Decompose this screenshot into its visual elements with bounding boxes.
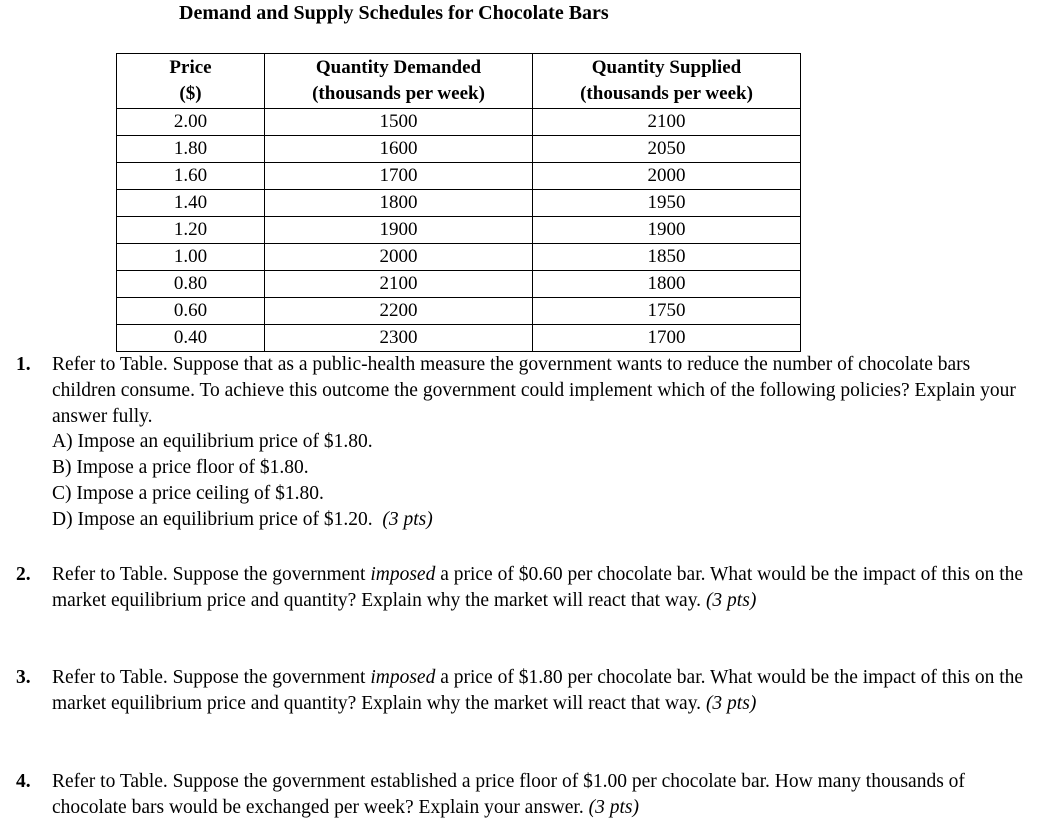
header-price [117,54,265,109]
points-label: (3 pts) [705,692,757,714]
question-text: a price of $1.80 per chocolate bar. What would be the impact of this on the market equilibrium price and quantity? Explain why the market will react that way. [52,667,1024,714]
option-c: C) Impose a price ceiling of $1.80. [52,482,324,504]
question-3 [0,665,1030,717]
table-row [117,244,801,271]
emphasis-text: imposed [370,564,436,585]
price-cell: 2.00 [117,109,265,136]
header-line: Price [169,57,212,78]
supply-cell: 2000 [533,163,801,190]
points-label: (3 pts) [588,796,639,818]
option-d [52,507,1030,533]
price-cell: 1.40 [117,190,265,217]
question-1 [0,352,1030,533]
page-title: Demand and Supply Schedules for Chocolate Bars [179,2,609,24]
header-line: (thousands per week) [312,83,485,104]
supply-cell: 2050 [533,136,801,163]
question-text: Refer to Table. Suppose the government [52,667,371,688]
header-line: ($) [179,83,202,104]
points-label: (3 pts) [705,589,757,611]
demand-cell: 2000 [265,244,533,271]
question-number: 1. [16,354,31,375]
demand-cell: 2100 [265,271,533,298]
price-cell: 1.80 [117,136,265,163]
question-text: Refer to Table. Suppose the government [52,564,371,585]
option-b: B) Impose a price floor of $1.80. [52,457,309,479]
question-number: 3. [16,667,31,688]
table-row [117,163,801,190]
question-number: 4. [16,771,31,792]
option-a: A) Impose an equilibrium price of $1.80. [52,431,373,453]
question-2 [0,562,1030,614]
demand-cell: 2300 [265,325,533,352]
price-cell: 0.60 [117,298,265,325]
price-cell: 1.60 [117,163,265,190]
table-header-row [117,54,801,109]
price-cell: 0.80 [117,271,265,298]
question-text: Refer to Table. Suppose the government established a price floor of $1.00 per chocolate bar. How many thousands of chocolate bars would be exchanged per week? Explain your answer. [52,771,965,818]
supply-cell: 1700 [533,325,801,352]
table-row [117,325,801,352]
supply-cell: 2100 [533,109,801,136]
question-text: a price of $0.60 per chocolate bar. What would be the impact of this on the market equilibrium price and quantity? Explain why the market will react that way. [52,564,1024,611]
supply-cell: 1900 [533,217,801,244]
table-row [117,136,801,163]
demand-cell: 1500 [265,109,533,136]
question-number: 2. [16,564,31,585]
question-4 [0,769,1030,821]
demand-cell: 2200 [265,298,533,325]
header-quantity-demanded [265,54,533,109]
price-cell: 0.40 [117,325,265,352]
table-row [117,271,801,298]
supply-cell: 1800 [533,271,801,298]
price-cell: 1.00 [117,244,265,271]
header-line: Quantity Demanded [315,57,482,78]
table-row [117,109,801,136]
question-text: Refer to Table. Suppose that as a public-health measure the government wants to reduce the number of chocolate bars children consume. To achieve this outcome the government could implement which of the following policies? Explain your answer fully. [52,354,1016,427]
demand-cell: 1900 [265,217,533,244]
supply-cell: 1850 [533,244,801,271]
supply-cell: 1950 [533,190,801,217]
demand-cell: 1700 [265,163,533,190]
table-row [117,217,801,244]
header-line: (thousands per week) [580,83,753,104]
header-quantity-supplied [533,54,801,109]
points-label: (3 pts) [382,508,433,530]
table-row [117,298,801,325]
demand-cell: 1800 [265,190,533,217]
header-line: Quantity Supplied [591,57,742,78]
supply-cell: 1750 [533,298,801,325]
demand-cell: 1600 [265,136,533,163]
price-cell: 1.20 [117,217,265,244]
schedule-table [116,53,801,352]
table-row [117,190,801,217]
option-d-text: D) Impose an equilibrium price of $1.20. [52,508,373,530]
emphasis-text: imposed [370,667,436,688]
